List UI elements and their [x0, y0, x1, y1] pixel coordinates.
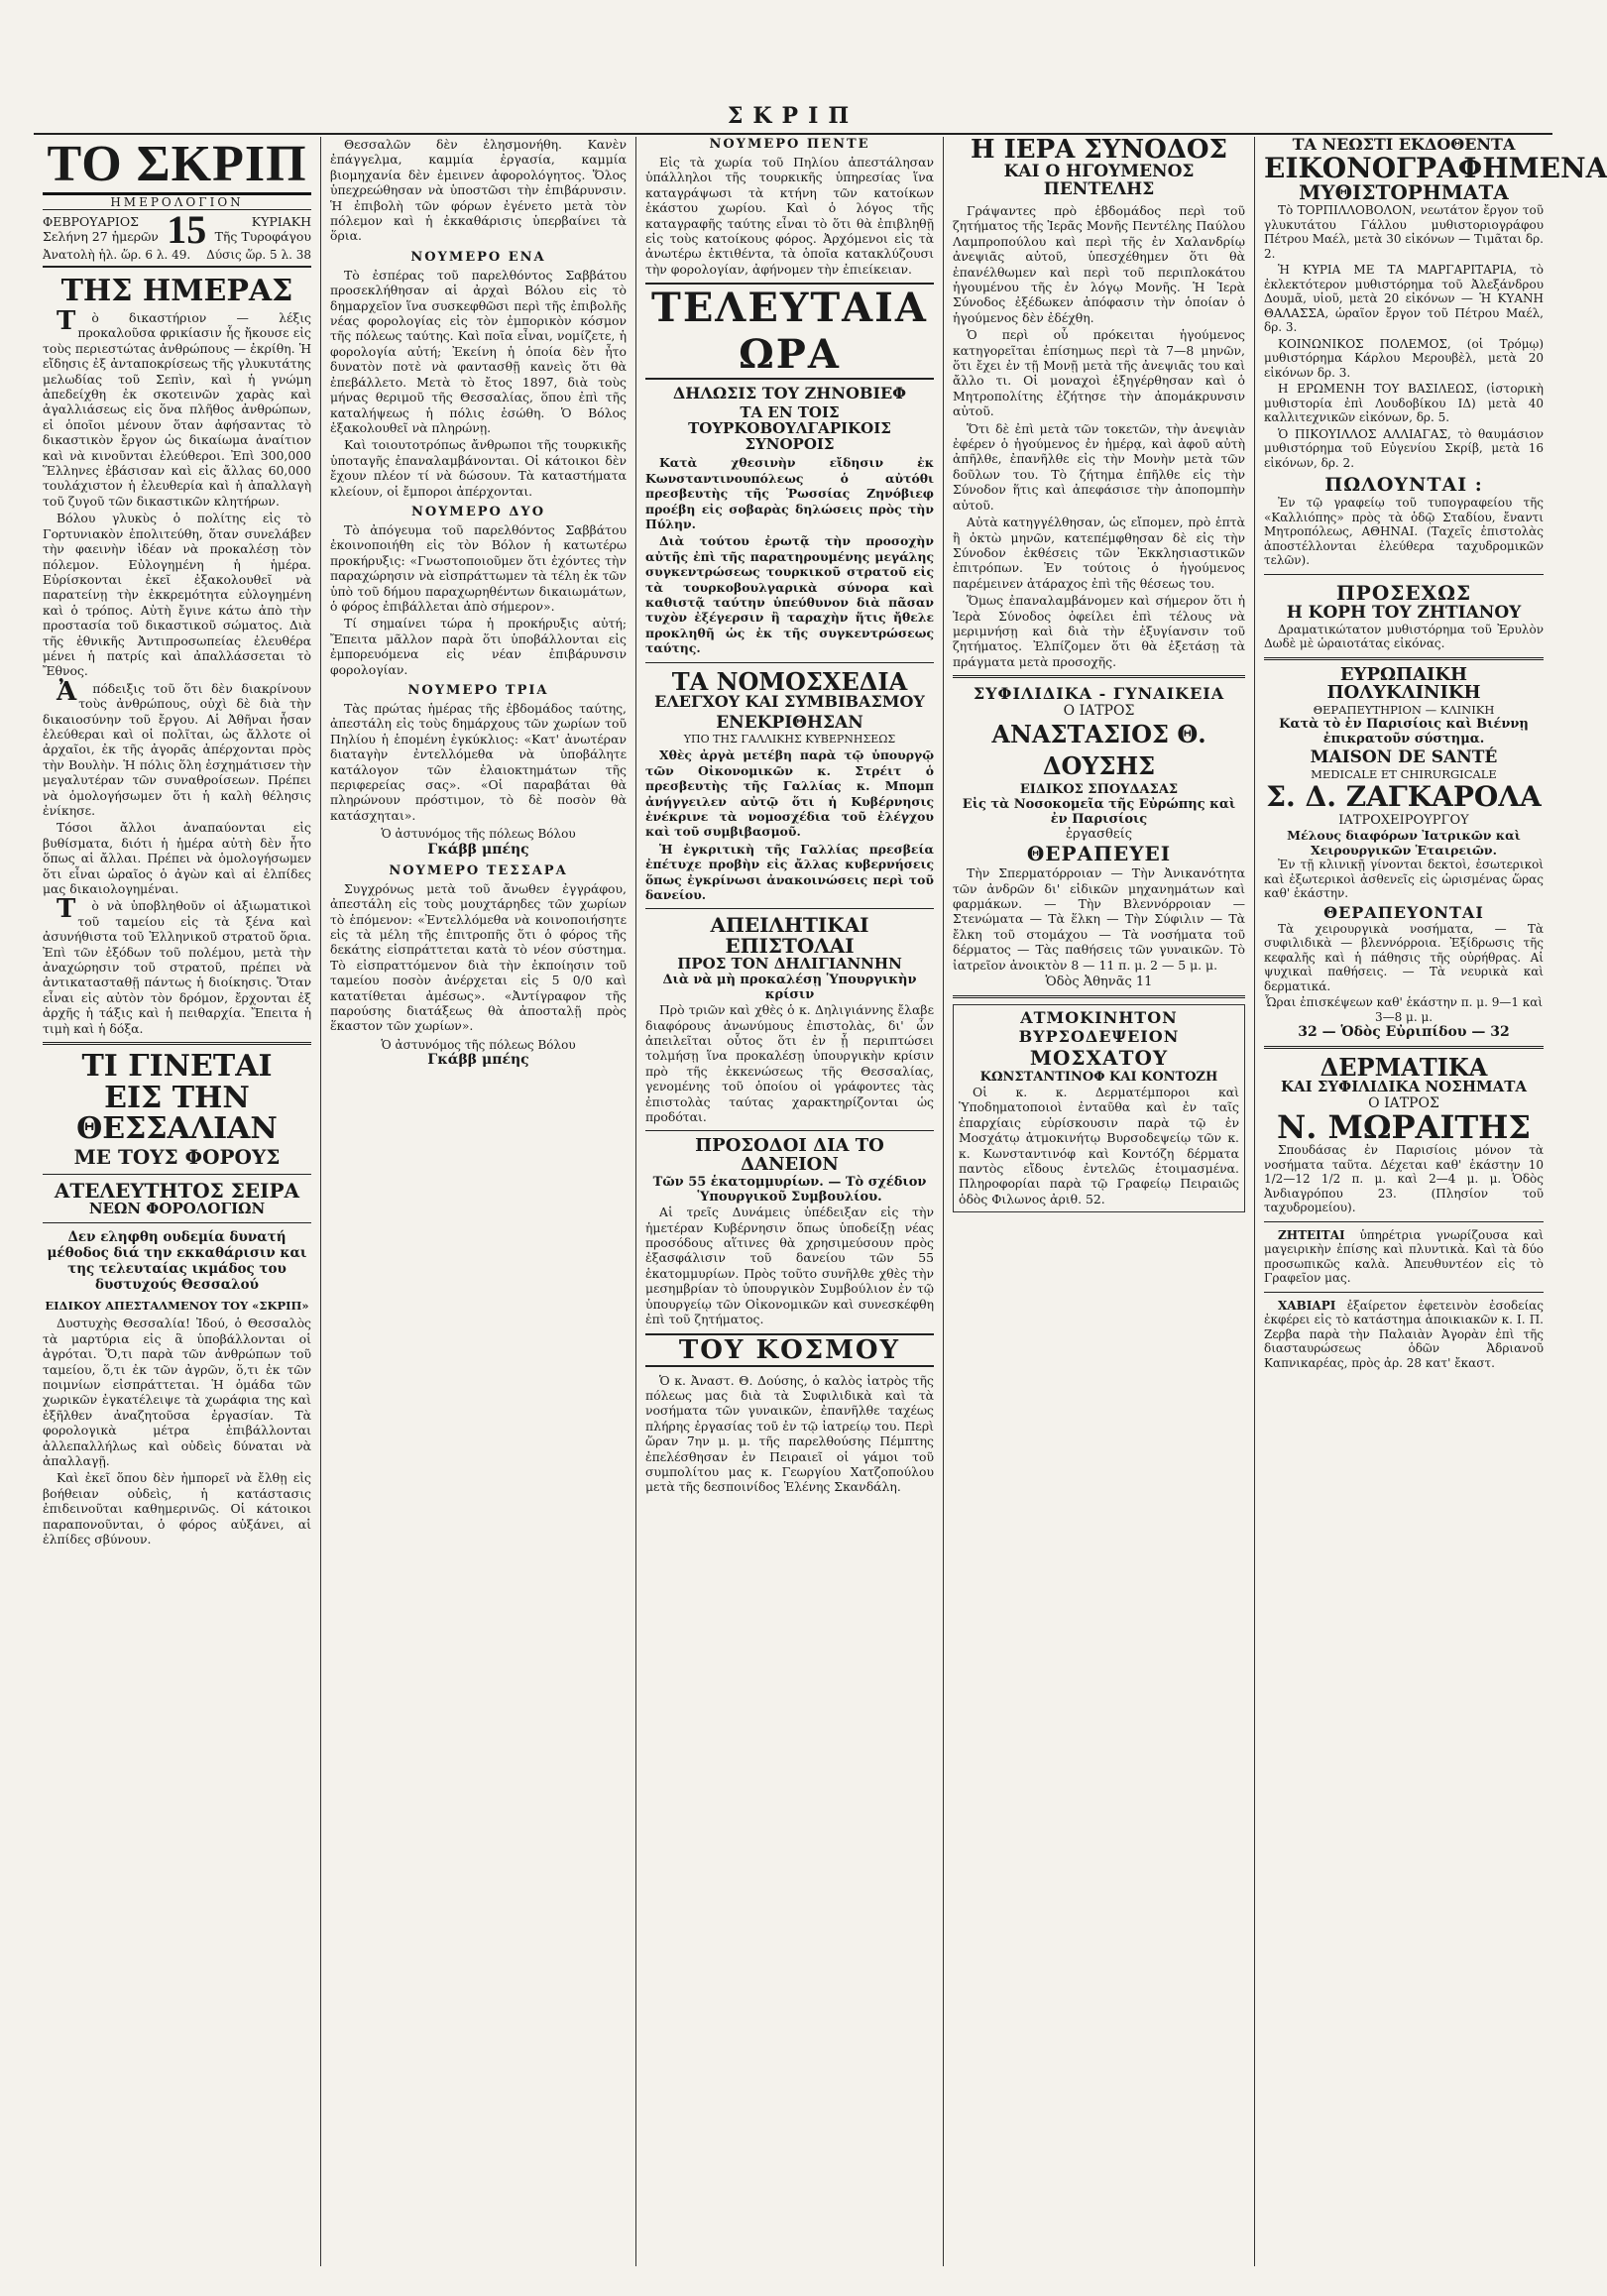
ad-doctor-name: ΑΝΑΣΤΑΣΙΟΣ Θ. ΔΟΥΣΗΣ — [991, 720, 1206, 781]
paragraph: Οἱ κ. κ. Δερματέμποροι καὶ Ὑποδηματοποιοὶ ἐνταῦθα καὶ ἐν ταῖς ἐπαρχίαις εὑρίσκουσιν παρὰ τῷ ἐν Μοσχάτῳ ἀτμοκινήτῳ Βυρσοδεψείῳ τῶν κ. κ. Κωνσταντινόφ καὶ Κοντόζη δέρματα παντὸς εἴδους ἐντελῶς ἑτοιμασμένα. Πληροφορίαι παρὰ τῷ Γραφείῳ Πειραιῶς ὁδὸς Φιλωνος ἀριθ. 52. — [959, 1085, 1239, 1206]
paragraph: Ἡ ἐγκριτικὴ τῆς Γαλλίας πρεσβεία ἐπέτυχε προβὴν εἰς ἄλλας κυβερνήσεις ὅπως ἐγκρίνωσι ἀνακοινώσεις περὶ τοῦ δανείου. — [645, 841, 934, 903]
saint-day: Τῆς Τυροφάγου — [214, 229, 311, 244]
divider — [43, 1174, 311, 1175]
paragraph: Συγχρόνως μετὰ τοῦ ἄνωθεν ἐγγράφου, ἀπεστάλη εἰς τοὺς μουχτάρηδες τῶν χωρίων τὸ ἑπόμενον: «Ἐντελλόμεθα νὰ κοινοποιήσητε εἰς τὰ μέλη τῆς ἐπιτροπῆς ὅτι ὁ φόρος τῆς δεκάτης εἰσπράττεται κατὰ τὸ νέον σύστημα. Τὸ εἰσπραττόμενον διὰ τὴν ἐκποίησιν τοῦ ταμείου ποσὸν ἀνέρχεται εἰς 5 0/0 καὶ κατατίθεται ἀμέσως». «Ἀντίγραφον τῆς παρούσης διατάξεως θὰ ἀποσταλῇ πρὸς ἕκαστον τῶν χωρίων». — [330, 880, 627, 1034]
ad-place: ΜΟΣΧΑΤΟΥ — [1029, 1046, 1169, 1071]
sunset: Δύσις ὥρ. 5 λ. 38 — [206, 248, 311, 262]
subheadline: ΚΑΙ Ο ΗΓΟΥΜΕΝΟΣ ΠΕΝΤΕΛΗΣ — [1003, 162, 1195, 200]
subheadline: ΕΝΕΚΡΙΘΗΣΑΝ — [716, 712, 863, 733]
paragraph: Εἰς τὰ χωρία τοῦ Πηλίου ἀπεστάλησαν ὑπάλληλοι τῆς τουρκικῆς ὑπηρεσίας ἵνα καταγράψωσι τὰ κτήνη τῶν κατοίκων ἑκάστου χωρίου. Καὶ ὁ λόγος τῆς καταγραφῆς ταύτης εἶναι τὸ ὅτι θὰ ἐπιβληθῇ εἰς τοὺς κατοίκους φόρος. Ἀρχόμενοι εἰς τὰ ἀνωτέρω ἐκτιθέντα, τὰ ὁποῖα κατακλύζουσι τὴν φορολογίαν, ἀφήνομεν τὴν ἐπιείκειαν. — [645, 155, 934, 277]
headline: ΠΡΟΣΟΔΟΙ ΔΙΑ ΤΟ ΔΑΝΕΙΟΝ — [695, 1135, 884, 1176]
subheadline: Διὰ νὰ μὴ προκαλέσῃ Ὑπουργικὴν κρίσιν — [662, 973, 917, 1003]
ad-headline: ΤΑ ΝΕΩΣΤΙ ΕΚΔΟΘΕΝΤΑ — [1292, 135, 1516, 154]
paragraph: Ἀπόδειξις τοῦ ὅτι δὲν διακρίνουν τοὺς ἀνθρώπους, οὐχὶ δὲ διὰ τὴν δικαιοσύνην τοῦ ἔργου. Αἱ Ἀθῆναι ἦσαν ἐλεύθεραι καὶ οἱ πολῖται, ὡς ἄλλοτε οἱ ἀρχαῖοι, ἐκ τῆς ἀγορᾶς ἀπέρχονται πρὸς τὴν Βουλὴν. Ἡ πόλις ὅλη ἐσχημάτισεν τὴν μεγαλυτέραν τῶν συναθροίσεων. Πρέπει νὰ ὁμολογήσωμεν ὅτι ἡ καλὴ θέλησις ἐνίκησε. — [43, 676, 311, 818]
ad-hours: Ὧραι ἐπισκέψεων καθ' ἑκάστην π. μ. 9—1 καὶ 3—8 μ. μ. — [1264, 995, 1544, 1024]
ad-member: Μέλους διαφόρων Ἰατρικῶν καὶ Χειρουργικῶν Ἑταιρειῶν. — [1287, 828, 1521, 859]
subheadline: Τῶν 55 ἑκατομμυρίων. — Τὸ σχέδιον Ὑπουργικοῦ Συμβουλίου. — [652, 1175, 927, 1205]
paragraph: Τί σημαίνει τώρα ἡ προκήρυξις αὐτή; Ἔπειτα μᾶλλον παρὰ ὅτι ὑποβάλλονται εἰς ἐμπορευόμενα εἰς νέαν ἐπιβάρυνσιν φορολογίαν. — [330, 616, 627, 677]
subhead: ΝΟΥΜΕΡΟ ΔΥΟ — [410, 504, 546, 519]
ad-where: Εἰς τὰ Νοσοκομεῖα τῆς Εὐρώπης καὶ ἐν Παρισίοις — [962, 797, 1236, 828]
subheadline: ΠΡΟΣ ΤΟΝ ΔΗΛΙΓΙΑΝΝΗΝ — [677, 955, 902, 974]
correspondent-label: ΕΙΔΙΚΟΥ ΑΠΕΣΤΑΛΜΕΝΟΥ ΤΟΥ «ΣΚΡΙΠ» — [45, 1299, 309, 1314]
paragraph: Σπουδάσας ἐν Παρισίοις μόνον τὰ νοσήματα ταῦτα. Δέχεται καθ' ἑκάστην 10 1/2—12 1/2 π. μ. καὶ 2—4 μ. μ. Ὁδὸς Ἀνδιαγρόπου 23. (Πλησίον τοῦ ταχυδρομείου). — [1264, 1143, 1544, 1215]
divider — [645, 1130, 934, 1131]
ad-body — [1264, 496, 1544, 568]
ad-title: ΣΥΦΙΛΙΔΙΚΑ - ΓΥΝΑΙΚΕΙΑ — [973, 684, 1225, 704]
paragraph: Διὰ τούτου ἐρωτᾷ τὴν προσοχὴν αὐτῆς ἐπὶ τῆς παρατηρουμένης μεγάλης συγκεντρώσεως τουρκικοῦ στρατοῦ εἰς τὰ τουρκοβουλγαρικὰ σύνορα καὶ καθιστᾷ ταύτην ὑπεύθυνον διὰ πᾶσαν τυχὸν ἐξέγερσιν ἢ ταραχὴν ἥτις ἤθελε προκληθῆ ὡς ἐκ τῆς συγκεντρώσεως ταύτης. — [645, 533, 934, 656]
article-intro — [330, 137, 627, 244]
divider — [1264, 1292, 1544, 1293]
book-list-item: Ὁ ΠΙΚΟΥΙΛΛΟΣ ΑΛΛΙΑΓΑΣ, τὸ θαυμάσιον μυθιστόρημα τοῦ Εὐγενίου Σκρίβ, μετὰ 16 εἰκόνων, δρ. 2. — [1264, 426, 1544, 470]
ad-specialty: ΕΙΔΙΚΟΣ ΣΠΟΥΔΑΣΑΣ — [1019, 782, 1179, 798]
article-society — [645, 1373, 934, 1495]
article-loan — [645, 1205, 934, 1326]
section-title-line-1: ΤΙ ΓΙΝΕΤΑΙ — [81, 1049, 273, 1085]
paragraph: Βόλου γλυκὺς ὁ πολίτης εἰς τὸ Γορτυνιακὸν ἐπολιτεύθη, ὅταν συνελάβεν τὴν φαεινὴν ἰδέαν νὰ προκαλέσῃ τὸν πόλεμον. Εὐλογημένη ἡ ἡμέρα. Εὐρίσκονται ἐκεῖ ἐξακολουθεῖ νὰ παρατείνῃ τὴν ἐκκρεμότητα εὐλογημένη καὶ ὁ τρόπος. Αὐτὴ ἔγινε κάτω ἀπὸ τὴν προστασία τοῦ δικαστικοῦ σώματος. Διὰ τῆς ἐθνικῆς Ἀντιπροσωπείας ἐλευθέρα μένει ἡ πατρίς καὶ ἀπαλλάσσεται τὸ Ἔθνος. — [43, 511, 311, 679]
article-thessaly — [43, 1316, 311, 1547]
paragraph: Τὴν Σπερματόρροιαν — Τὴν Ἀνικανότητα τῶν ἀνδρῶν δι' εἰδικῶν μηχανημάτων καὶ φαρμάκων. — Τὴν Βλεννόρροιαν — Στενώματα — Τὰ ἕλκη — Τὴν Σύφιλιν — Τὰ ἔλκη τοῦ στομάχου — Τὰ νοσήματα τοῦ δέρματος — Τὰς παθήσεις τῶν γυναικῶν. Τὸ ἰατρεῖον ἀνοικτὸν 8 — 11 π. μ. 2 — 5 μ. μ. — [953, 865, 1245, 973]
ad-title: ΘΕΡΑΠΕΥΟΝΤΑΙ — [1323, 902, 1484, 922]
paragraph: Τὰς πρώτας ἡμέρας τῆς ἐβδομάδος ταύτης, ἀπεστάλη εἰς τοὺς δημάρχους τῶν χωρίων τοῦ Πηλίου ἡ ἑπομένη ἐγκύκλιος: «Κατ' ἀνωτέραν διαταγὴν ἐντελλόμεθα νὰ ὑποβάλητε κατάλογον τῶν ἐλαιοκτημάτων τῆς περιφερείας σας». «Οἱ παραβάται θὰ πληρώνουν πρόστιμον, τὸ δὲ ποσὸν θὰ κατάσχηται». — [330, 701, 627, 823]
paragraph: Ὅτι δὲ ἐπὶ μετὰ τῶν τοκετῶν, τὴν ἀνεψιὰν ἐφέρεν ὁ ἡγούμενος ἐν ἡμέρᾳ, καὶ ἀφοῦ αὐτὴ ἀπῆλθε, ἐπανῆλθε εἰς τὴν Μονὴν μετὰ τῶν δοῦλων του. Τὸ ζήτημα ἐπῆλθε εἰς τὴν Σύνοδον ἥτις καὶ ἀπεφάσισε τὴν ἀποπομπὴν αὐτοῦ. — [953, 420, 1245, 513]
ad-caviar — [1264, 1299, 1544, 1371]
subheadline: ΥΠΟ ΤΗΣ ΓΑΛΛΙΚΗΣ ΚΥΒΕΡΝΗΣΕΩΣ — [683, 733, 896, 746]
ad-title: ΑΤΜΟΚΙΝΗΤΟΝ ΒΥΡΣΟΔΕΨΕΙΟΝ — [1018, 1008, 1180, 1047]
ad-treats: ΘΕΡΑΠΕΥΕΙ — [1026, 842, 1172, 866]
ad-title: ΧΑΒΙΑΡΙ — [1278, 1298, 1336, 1313]
ad-headline: Η ΚΟΡΗ ΤΟΥ ΖΗΤΙΑΝΟΥ — [1286, 602, 1522, 623]
section-title-society: ΤΟΥ ΚΟΣΜΟΥ — [645, 1333, 934, 1367]
ad-body — [1264, 1143, 1544, 1215]
ad-body: ὑπηρέτρια γνωρίζουσα καὶ μαγειρικὴν ἐπίσης καὶ πλυντικὰ. Καὶ τὰ δύο προσωπικῶς καλὰ. Ἀπευθυντέον εἰς τὸ Γραφεῖον μας. — [1264, 1227, 1544, 1286]
column-3 — [636, 137, 944, 2266]
running-head: ΣΚΡΙΠ — [34, 103, 1552, 135]
headline: Η ΙΕΡΑ ΣΥΝΟΔΟΣ — [971, 135, 1227, 165]
subhead: ΝΟΥΜΕΡΟ ΤΕΣΣΑΡΑ — [389, 862, 568, 878]
ad-title: ΠΩΛΟΥΝΤΑΙ : — [1324, 474, 1483, 497]
ad-doctor-name: Ν. ΜΩΡΑΙΤΗΣ — [1277, 1108, 1531, 1147]
paragraph: Τὸ ἀπόγευμα τοῦ παρελθόντος Σαββάτου ἐκοινοποιήθη εἰς τὸν Βόλον ἡ κατωτέρω προκήρυξις: «Γνωστοποιοῦμεν ὅτι ἐχόντες τὴν παραχώρησιν νὰ εἰσπράττωμεν τὰ τέλη ἐκ τῶν ὑπὸ τοῦ δήμου παραχωρηθέντων δικαιωμάτων, ὁ φόρος ἐπιβάλλεται ἀπὸ σήμερον». — [330, 521, 627, 614]
divider — [1264, 657, 1544, 660]
paragraph: Αὐτὰ κατηγγέλθησαν, ὡς εἴπομεν, πρὸ ἑπτὰ ἢ ὀκτὼ μηνῶν, κατεπέμφθησαν δὲ εἰς τὴν Σύνοδον ἐκθέσεις τῶν Ἐκκλησιαστικῶν ἐπιτρόπων. Ἐν τούτοις ὁ ἡγούμενος παρέμεινεν ἀτάραχος ἐπὶ τῆς θέσεως του. — [953, 515, 1245, 591]
paragraph: Θεσσαλῶν δὲν ἐλησμονήθη. Κανὲν ἐπάγγελμα, καμμία ἐργασία, καμμία βιομηχανία δὲν ἐμεινεν ἀφορολόγητος. Ὅλος ὑπεχρεώθησαν νὰ ὑποστῶσι τὴν ἐπιβάρυνσιν. Ἡ ἐπιβολὴ τῶν φόρων ἐγένετο μετὰ τὸν πόλεμον καὶ ἡ ἐκκαθάρισις ὑπερβαίνει τὰ ὅρια. — [330, 137, 627, 244]
ad-body — [1264, 623, 1544, 651]
paragraph: Τὸ νὰ ὑποβληθοῦν οἱ ἀξιωματικοὶ τοῦ ταμείου εἰς τὰ ξένα καὶ ἀσυνήθιστα τοῦ Ἑλληνικοῦ στρατοῦ ὅρια. Ἐπὶ τῶν ἐξόδων τοῦ πολέμου, μετὰ τὴν ἀναχώρησιν τοῦ στρατοῦ, πρέπει νὰ ἀντικατασταθῇ πάντως ἡ διοίκησις. Ὅταν εἶναι εἰς αὐτὸν τὸν δρόμον, ἔρχονται ἐξ ἀρχῆς ἡ τάξις καὶ ἡ πειθαρχία. Ἔπειτα ἡ τιμὴ καὶ ἡ δόξα. — [43, 894, 311, 1036]
divider — [645, 662, 934, 663]
article-number-one — [330, 268, 627, 499]
subheadline: ΤΑ ΕΝ ΤΟΙΣ ΤΟΥΡΚΟΒΟΥΛΓΑΡΙΚΟΙΣ ΣΥΝΟΡΟΙΣ — [688, 403, 891, 453]
paragraph: Ἐν τῷ γραφείῳ τοῦ τυπογραφείου τῆς «Καλλιόπης» πρὸς τὰ ὁδῷ Σταδίου, ἔναντι Μητροπόλεως, ΑΘΗΝΑΙ. (Ταχεῖς ἐπιστολὰς ἀποστέλλονται ἐλεύθερα ταχυδρομικῶν τελῶν). — [1264, 496, 1544, 568]
paragraph: Γράψαντες πρὸ ἑβδομάδος περὶ τοῦ ζητήματος τῆς Ἱερᾶς Μονῆς Πεντέλης Παύλου Λαμπροπούλου καὶ περὶ τῆς ἐν Χαλανδρίῳ ἀνεψιᾶς αὐτοῦ, ὑπεσχέθημεν ὅτι θὰ ἐπανέλθωμεν καὶ περὶ τοῦ περιπλοκάτου ἡγουμένου τῆς ἐν λόγῳ Μονῆς. Ἡ Ἱερὰ Σύνοδος ἐξέδωκεν ἀπόφασιν τὴν ὁποίαν ὁ ἡγούμενος δὲν ἐδέχθη. — [953, 202, 1245, 325]
paragraph: Χθὲς ἀργὰ μετέβη παρὰ τῷ ὑπουργῷ τῶν Οἰκονομικῶν κ. Στρέιτ ὁ πρεσβευτὴς τῆς Γαλλίας κ. Μπομπ ἀνήγγειλεν αὐτῷ ὅτι ἡ Κυβέρνησις ἐνέκρινε τὰ νομοσχέδια τοῦ ἐλέγχου καὶ τοῦ συμβιβασμοῦ. — [645, 747, 934, 840]
article-number-two — [330, 522, 627, 677]
paragraph: Κατὰ χθεσινὴν εἴδησιν ἐκ Κωνσταντινουπόλεως ὁ αὐτόθι πρεσβευτὴς τῆς Ῥωσσίας Ζηνόβιεφ προέβη εἰς σοβαρὰς δηλώσεις πρὸς τὴν Πύλην. — [645, 455, 934, 531]
subhead: ΝΟΥΜΕΡΟ ΠΕΝΤΕ — [709, 137, 870, 152]
paragraph: Τὸ ἐσπέρας τοῦ παρελθόντος Σαββάτου προσεκλήθησαν αἱ ἀρχαὶ Βόλου εἰς τὸ δημαρχεῖον ἵνα συσκεφθῶσι περὶ τῆς ἐπιβολῆς νέας φορολογίας εἰς τὸν ἐμπορικὸν κόσμον τῆς πόλεως ταύτης. Καὶ ποῖα εἶναι, νομίζετε, ἡ φορολογία αὐτή; Ἐκείνη ἡ ὁποία δὲν ἦτο δυνατὸν ποτὲ νὰ φαντασθῇ κανεὶς ὅτι θὰ ἐπεβάλλετο. Μετὰ τὸ ἔτος 1897, διὰ τοὺς μήνας θεριμοῦ τῆς Θεσσαλίας, ὅπου ἐπὶ τῆς καταλήψεως ἡ πόλις ἐσώθη. Ὁ Βόλος ἐξακολουθεῖ νὰ πληρώνῃ. — [330, 267, 627, 435]
ad-role: ΙΑΤΡΟΧΕΙΡΟΥΡΓΟΥ — [1338, 813, 1469, 829]
subhead: ΝΟΥΜΕΡΟ ΕΝΑ — [410, 249, 546, 265]
signature-role: Ὁ ἀστυνόμος τῆς πόλεως Βόλου — [381, 827, 576, 842]
sun-times — [43, 248, 311, 268]
paragraph: Ὅμως ἐπαναλαμβάνομεν καὶ σήμερον ὅτι ἡ Ἱερὰ Σύνοδος ὀφείλει ἐπὶ τέλους νὰ μεριμνήσῃ καὶ διὰ τὴν ἐξυγίανσιν τοῦ ζητήματος. Ἐλπίζομεν ὅτι θὰ ἐξετάσῃ τὰ πράγματα μετὰ προσοχῆς. — [953, 593, 1245, 669]
paragraph: Καὶ τοιουτοτρόπως ἄνθρωποι τῆς τουρκικῆς ὑποταγῆς ἐπαναλαμβάνονται. Οἱ κάτοικοι δὲν ἔχουν πλέον τί νὰ δώσουν. Τὰ καταστήματα κλείουν, οἱ ἔμποροι ἀπέρχονται. — [330, 437, 627, 499]
paragraph: Αἱ τρεῖς Δυνάμεις ὑπέδειξαν εἰς τὴν ἡμετέραν Κυβέρνησιν ὅπως ὑποδείξῃ νέας προσόδους αἵτινες θὰ χρησιμεύσουν πρὸς ἐξασφάλισιν τοῦ δανείου τῶν 55 ἑκατομμυρίων. Πρὸς τοῦτο συνῆλθε χθὲς τὴν μεσημβρίαν τὸ ὑπουργικὸν Συμβούλιον ἐν τῷ ὑπουργείῳ τῶν Οἰκονομικῶν καὶ συνεσκέφθη ἐπὶ τοῦ ζητήματος. — [645, 1205, 934, 1327]
divider — [953, 675, 1245, 678]
ad-address: Ὁδὸς Ἀθηνᾶς 11 — [1045, 975, 1153, 990]
moon-phase: Σελήνη 27 ἡμερῶν — [43, 229, 159, 244]
article-lead — [645, 747, 934, 902]
section-heading-day: ΤΗΣ ΗΜΕΡΑΣ — [60, 273, 293, 308]
paragraph: Τὸ δικαστήριον — λέξις προκαλοῦσα φρικίασιν ἧς ἤκουσε εἰς τοὺς περιεστώτας ἀνθρώπους — ἐκρίθη. Ἡ εἴδησις ἐξ ἀνταποκρίσεως τῆς γλυκυτάτης μελωδίας τοῦ Σεπὶν, καὶ ἡ γνώμη ἀπεδείχθη ἐκ σκοτεινῶν χαρὰς καὶ ἀγαλλιάσεως εἰς ὅνα πλῆθος ἀνθρώπων, εἰ ὁποῖοι μένουν ὅταν ἀφήσαντας τὸ δικαστικὸν ἔργον ὡς δικαίωμα ἀναίτιον καὶ νὰ κινοῦνται ἐλεύθεροι. Ἐπὶ 300,000 Ἕλληνες ἐβάσισαν καὶ εἰς ἄλλας 60,000 τουλάχιστον ἡ ἐλευθερία καὶ ἡ ἀπαλλαγὴ τοῦ ζυγοῦ τῶν δικαστικῶν κλητήρων. — [43, 306, 311, 509]
ad-headline: MAISON DE SANTÉ — [1310, 747, 1498, 768]
book-list-item: Ἡ ΚΥΡΙΑ ΜΕ ΤΑ ΜΑΡΓΑΡΙΤΑΡΙΑ, τὸ ἐκλεκτότερον μυθιστόρημα τοῦ Ἀλεξάνδρου Δουμᾶ, υἱοῦ, μετὰ 20 εἰκόνων — Ἡ ΚΥΑΝΗ ΘΑΛΑΣΣΑ, ὡραῖον ἔργον τοῦ Πέτρου Μαέλ, δρ. 3. — [1264, 263, 1544, 335]
ad-bold-line: Κατὰ τὸ ἐν Παρισίοις καὶ Βιέννῃ ἐπικρατοῦν σύστημα. — [1279, 717, 1529, 747]
book-list — [1264, 203, 1544, 470]
ad-label: Ο ΙΑΤΡΟΣ — [1368, 1095, 1439, 1112]
ad-tannery — [953, 1004, 1245, 1212]
divider — [43, 1042, 311, 1045]
section-title-last-hour: ΤΕΛΕΥΤΑΙΑ ΩΡΑ — [645, 283, 934, 380]
article-day — [43, 306, 311, 1036]
ad-doctor-name: Σ. Δ. ΖΑΓΚΑΡΟΛΑ — [1266, 780, 1542, 814]
ad-worked: ἐργασθείς — [1066, 827, 1132, 843]
month: ΦΕΒΡΟΥΑΡΙΟΣ — [43, 214, 139, 229]
ad-body — [1264, 922, 1544, 994]
ad-body — [1264, 858, 1544, 901]
weekday: ΚΥΡΙΑΚΗ — [251, 214, 311, 229]
signature-name: Γκάββ μπέης — [427, 841, 529, 858]
masthead-title: ΤΟ ΣΚΡΙΠ — [43, 137, 311, 195]
paragraph: Τόσοι ἄλλοι ἀναπαύονται εἰς βυθίσματα, διότι ἡ ἡμέρα αὐτὴ δὲν ἦτο ὅπως αἱ ἄλλαι. Πρέπει νὰ ὁμολογήσωμεν ὅτι εἶναι ὡραῖος ὁ ἀγὼν καὶ αἱ ἐλπίδες μας δικαιολογημέναι. — [43, 820, 311, 897]
ad-label: Ο ΙΑΤΡΟΣ — [1063, 703, 1135, 720]
headline: ΔΗΛΩΣΙΣ ΤΟΥ ΖΗΝΟΒΙΕΦ — [672, 384, 907, 403]
section-title-line-2: ΕΙΣ ΤΗΝ ΘΕΣΣΑΛΙΑΝ — [76, 1080, 278, 1147]
article-number-four — [330, 881, 627, 1034]
divider — [1264, 574, 1544, 575]
paragraph: Καὶ ἐκεῖ ὅπου δὲν ἠμπορεῖ νὰ ἔλθῃ εἰς βοήθειαν οὐδεὶς, ἡ κατάστασις ἐπιδεινοῦται καθημερινῶς. Οἱ κάτοικοι παραπονοῦνται, ὁ φόρος αὐξάνει, αἱ ἐλπίδες σβύνουν. — [43, 1470, 311, 1548]
ad-body: ἐξαίρετον ἐφετεινὸν ἐσοδείας ἐκφέρει εἰς τὸ κατάστημα ἀποικιακῶν κ. Ι. Π. Ζερβα παρὰ τὴν Παλαιὰν Ἀγορὰν ἐπὶ τῆς διασταυρώσεως ὁδῶν Ἀδριανοῦ Καπνικαρέας, πρὸς ἀρ. 28 κατ' ἔκαστ. — [1264, 1298, 1544, 1370]
ad-subheadline: ΚΑΙ ΣΥΦΙΛΙΔΙΚΑ ΝΟΣΗΜΑΤΑ — [1280, 1078, 1528, 1096]
book-list-item: Τὸ ΤΟΡΠΙΛΛΟΒΟΛΟΝ, νεωτάτον ἔργον τοῦ γλυκυτάτου Γάλλου μυθιστοριογράφου Πέτρου Μαέλ, μετὰ 30 εἰκόνων — Τιμᾶται δρ. 2. — [1264, 203, 1544, 261]
masthead-subtitle: ΗΜΕΡΟΛΟΓΙΟΝ — [43, 195, 311, 210]
column-1 — [34, 137, 321, 2266]
signature-name: Γκάββ μπέης — [427, 1052, 529, 1069]
ad-headline: ΕΙΚΟΝΟΓΡΑΦΗΜΕΝΑ — [1264, 151, 1607, 184]
ad-body — [959, 1085, 1239, 1206]
day-number: 15 — [167, 206, 207, 252]
divider — [43, 1222, 311, 1223]
headline: ΤΑ ΝΟΜΟΣΧΕΔΙΑ — [671, 666, 908, 696]
series-title: ΑΤΕΛΕΥΤΗΤΟΣ ΣΕΙΡΑ — [54, 1178, 300, 1203]
ad-subheadline: MEDICALE ET CHIRURGICALE — [1311, 767, 1497, 782]
ad-address: 32 — Ὁδὸς Εὐριπίδου — 32 — [1298, 1024, 1510, 1041]
subheadline: ΕΛΕΓΧΟΥ ΚΑΙ ΣΥΜΒΙΒΑΣΜΟΥ — [654, 691, 925, 711]
lead-bold: Δεν εληφθη ουδεμία δυνατή μέθοδος διά την εκκαθάρισιν και της τελευταίας ικμάδος του δυστυχούς Θεσσαλού — [47, 1229, 307, 1294]
column-2 — [321, 137, 636, 2266]
paragraph: Δραματικώτατον μυθιστόρημα τοῦ Ἐρυλὸν Δωδὲ μὲ ὡραιοτάτας εἰκόνας. — [1264, 622, 1544, 651]
column-4 — [944, 137, 1255, 2266]
column-5 — [1255, 135, 1607, 2266]
ad-subheadline: ΘΕΡΑΠΕΥΤΗΡΙΟΝ — ΚΛΙΝΙΚΗ — [1313, 703, 1495, 718]
headline: ΑΠΕΙΛΗΤΙΚΑΙ ΕΠΙΣΤΟΛΑΙ — [710, 913, 869, 959]
article-number-three — [330, 701, 627, 823]
date-box — [43, 206, 311, 252]
ad-title: ΖΗΤΕΙΤΑΙ — [1278, 1227, 1345, 1242]
ad-headline: ΜΥΘΙΣΤΟΡΗΜΑΤΑ — [1299, 180, 1509, 205]
section-title-line-3: ΜΕ ΤΟΥΣ ΦΟΡΟΥΣ — [73, 1144, 281, 1169]
ad-headline: ΔΕΡΜΑΤΙΚΑ — [1320, 1053, 1488, 1083]
ad-body — [953, 865, 1245, 973]
sunrise: Ἀνατολὴ ἡλ. ὥρ. 6 λ. 49. — [43, 248, 191, 262]
signature-role: Ὁ ἀστυνόμος τῆς πόλεως Βόλου — [381, 1037, 576, 1052]
article-letters — [645, 1002, 934, 1124]
article-lead — [645, 455, 934, 655]
article-synod — [953, 203, 1245, 669]
divider — [1264, 1221, 1544, 1222]
ad-headline: ΕΥΡΩΠΑΙΚΗ ΠΟΛΥΚΛΙΝΙΚΗ — [1326, 663, 1481, 704]
subhead: ΝΟΥΜΕΡΟ ΤΡΙΑ — [407, 683, 549, 698]
paragraph: Τὰ χειρουργικὰ νοσήματα, — Τὰ συφιλιδικὰ — βλεννόρροια. Ἐξίδρωσις τῆς κεφαλῆς καὶ ἡ πάθησις τῆς οὐρήθρας. Αἱ ψυχικαὶ παθήσεις. — Τὰ νευρικὰ καὶ δερματικά. — [1264, 921, 1544, 993]
ad-title: ΠΡΟΣΕΧΩΣ — [1335, 580, 1472, 605]
divider — [645, 908, 934, 909]
divider — [1264, 1046, 1544, 1049]
paragraph: Ὁ κ. Ἀναστ. Θ. Δούσης, ὁ καλὸς ἰατρὸς τῆς πόλεως μας διὰ τὰ Συφιλιδικὰ καὶ τὰ νοσήματα τῶν γυναικῶν, ἐπανῆλθε ταχέως πλήρης ἐργασίας τοῦ ἐν τῷ ἰατρείῳ του. Περὶ ὥραν 7ην μ. μ. τῆς παρελθούσης Πέμπτης ἐπελέσθησαν ἐν Πειραιεῖ οἱ γάμοι τοῦ συμπολίτου μας κ. Γεωργίου Χατζοπούλου μετὰ τῆς δεσποινίδος Ἑλένης Σκανδάλη. — [645, 1372, 934, 1495]
series-subtitle: ΝΕΩΝ ΦΟΡΟΛΟΓΙΩΝ — [88, 1199, 266, 1217]
book-list-item: ΚΟΙΝΩΝΙΚΟΣ ΠΟΛΕΜΟΣ, (οἱ Τρόμῳ) μυθιστόρημα Κάρλου Μερουβὲλ, μετὰ 20 εἰκόνων δρ. 3. — [1264, 336, 1544, 380]
article-number-five — [645, 155, 934, 277]
divider — [953, 995, 1245, 998]
paragraph: Δυστυχὴς Θεσσαλία! Ἰδού, ὁ Θεσσαλὸς τὰ μαρτύρια εἰς ἃ ὑποβάλλονται οἱ ἀγρόται. Ὅ,τι παρὰ τῶν ἀνθρώπων τοῦ ταμείου, ὅ,τι ἐκ τῶν ἀγρῶν, ὅ,τι ἐκ τῶν ποιμνίων εἰσπράττεται. Ἡ ὁμάδα τῶν χωρικῶν ἐγκατέλειψε τὰ χωράφια της καὶ ἐξῆλθεν ἀναζητοῦσα ἐργασίαν. Τὰ φορολογικὰ μέτρα ἐπιβάλλονται ἀλλεπαλλήλως καὶ οὐδεὶς δύναται νὰ ἀπαλλαγῇ. — [43, 1316, 311, 1468]
ad-owners: ΚΩΝΣΤΑΝΤΙΝΟΦ ΚΑΙ ΚΟΝΤΟΖΗ — [979, 1070, 1218, 1086]
paragraph: Ἐν τῇ κλινικῇ γίνονται δεκτοὶ, ἐσωτερικοὶ καὶ ἐξωτερικοὶ ἀσθενεῖς εἰς ὡρισμένας ὥρας καθ' ἑκάστην. — [1264, 858, 1544, 901]
book-list-item: Η ΕΡΩΜΕΝΗ ΤΟΥ ΒΑΣΙΛΕΩΣ, (ἱστορικὴ μυθιστορία ἐπὶ Λουδοβίκου ΙΔ) μετὰ 40 καλλιτεχνικῶν εἰκόνων, δρ. 5. — [1264, 382, 1544, 425]
paragraph: Ὁ περὶ οὗ πρόκειται ἡγούμενος κατηγορεῖται ἐπίσημως περὶ τὰ 7—8 μηνῶν, ὅτι ἔχει ἐν τῇ Μονῇ μετὰ τῆς ἀνεψιᾶς του καὶ ἄλλο τι. Οἱ μοναχοὶ ἐξηγέρθησαν καὶ ὁ Μητροπολίτης ἐζήτησε τὴν ἀπομάκρυνσιν αὐτοῦ. — [953, 327, 1245, 419]
paragraph: Πρὸ τριῶν καὶ χθὲς ὁ κ. Δηλιγιάννης ἔλαβε διαφόρους ἀνωνύμους ἐπιστολὰς, δι' ὧν ἀπειλεῖται οὗτος ὅτι ἐν ᾗ περιπτώσει τολμήσῃ ἵνα προκαλέσῃ ὑπουργικὴν κρίσιν πρὸ τῆς ἐκκενώσεως τῆς Θεσσαλίας, γενομένης τοῦ ὁποίου οἱ γράφοντες τὰς ἐπιστολὰς ταύτας χαρακτηρίζονται ὡς προδόται. — [645, 1002, 934, 1125]
ad-wanted — [1264, 1228, 1544, 1286]
